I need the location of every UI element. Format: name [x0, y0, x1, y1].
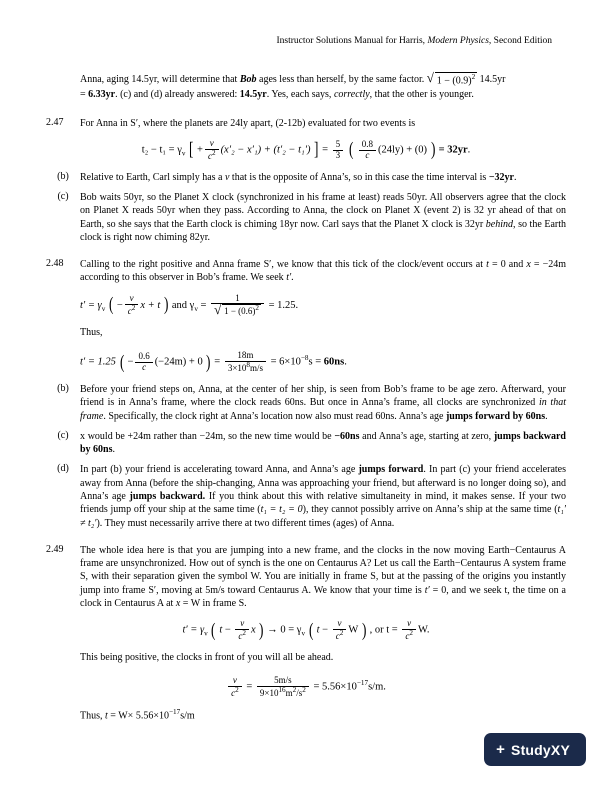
- eq248b-frac2-bot: 3×10: [227, 363, 247, 374]
- p249-tprime: t′: [424, 584, 430, 596]
- eq247-frac1-top: v: [209, 138, 214, 149]
- eq247-frac1-bot-exp: 2: [211, 148, 216, 157]
- part248-d-bold2: jumps backward.: [129, 490, 206, 502]
- intro-633yr: 6.33yr: [88, 88, 116, 100]
- eq249-lhs: t′ = γ: [182, 624, 205, 636]
- eq247-bracket-open: [: [189, 139, 194, 161]
- eq248b-eq1: =: [214, 357, 223, 369]
- part248-d-d: ), they cannot possibly arrive on Anna’s ship at the same time (: [302, 504, 558, 516]
- eq249-lhs-sub: v: [204, 630, 208, 639]
- eq248-frac1-top: v: [129, 293, 134, 304]
- eq248-sqrt: [214, 304, 261, 317]
- eq249b-frac2: [257, 676, 309, 698]
- eq248b-frac2: [225, 351, 266, 373]
- part248-d-text: [80, 463, 566, 529]
- eq247-frac2-top: 5: [333, 140, 344, 151]
- eq249-paren-open: (: [211, 619, 216, 641]
- eq249-arrow: → 0 = γ: [267, 624, 302, 636]
- eq248b-paren-close: ): [206, 351, 211, 373]
- part248-label-d: (d): [57, 463, 69, 475]
- p248-d: .: [291, 272, 294, 284]
- eq247-period: .: [467, 144, 471, 156]
- intro-line1-a: Anna, aging 14.5yr, will determine that: [80, 74, 240, 86]
- part-label-c: (c): [57, 190, 69, 202]
- part248-d-b: . In part (c) your friend accelerates away from Anna (before the ship-changing, Anna was approaching your friend, but afterward is no longer doing so), and Anna’s age: [80, 464, 566, 502]
- eq248-body: x + t: [140, 299, 161, 311]
- part248-c-bold1: −60ns: [334, 430, 360, 442]
- eq247-frac1: [205, 139, 219, 161]
- eq248-lhs-sub: v: [101, 304, 106, 313]
- studyxy-watermark: [484, 733, 586, 766]
- eq248-sqrt-sign: √: [214, 302, 222, 318]
- eq248b-body: (−24m) + 0: [154, 357, 203, 369]
- eq247-lhs-sub: v: [181, 149, 186, 158]
- problem-247-part-b: [46, 171, 566, 184]
- eq249b-frac2-bot: 9×10: [259, 687, 279, 698]
- eq249b-frac1-exp: 2: [235, 685, 239, 694]
- eq248-paren-open: (: [108, 294, 114, 316]
- eq248b-exp: −8: [300, 354, 309, 363]
- eq248-gamma-sub: v: [194, 304, 198, 313]
- eq249-frac3-exp: 2: [409, 629, 413, 638]
- intro-line2-c: . Yes, each says,: [266, 88, 334, 100]
- eq247-frac3-top: 0.8: [359, 140, 376, 151]
- part-b-c: .: [513, 171, 517, 183]
- part-b-text: [80, 171, 566, 184]
- problem-247-number: 2.47: [46, 116, 64, 128]
- problem-247: [46, 117, 566, 130]
- p248-c: = −24m according to this observer in Bob’s frame. We seek: [80, 259, 567, 284]
- eq248-bigfrac-top: 1: [211, 294, 264, 305]
- intro-line2-a: =: [80, 88, 89, 100]
- part248-c-text: [80, 430, 566, 457]
- equation-247: $t_2 - t_1 = \gamma_v$ [ + $\frac{v}{c^2}$ (x′₂ − x′₁) + (t′₂ − t₁′) ] = $\frac{5}{3}$ ( $\frac{0.8}{c}$ (24ly) + (0) ) = 32yr.: [141, 138, 471, 161]
- eq249-tail: , or t =: [369, 624, 401, 636]
- eq248b-lhs: t′ = 1.25: [80, 357, 116, 369]
- problem-248-part-b: [46, 383, 566, 423]
- eq247-frac1-bot: c: [207, 150, 212, 161]
- part248-d-math2: t₁′ ≠ t₂′: [80, 504, 566, 529]
- problem-248-part-d: [46, 463, 566, 529]
- eq249b-frac2-tail2-exp: 2: [302, 685, 306, 694]
- eq249-frac3-bot: c: [405, 631, 410, 642]
- intro-line1-c: 14.5yr: [477, 74, 506, 86]
- eq247-result: = 32yr: [438, 144, 468, 156]
- part248-d-e: ). They must necessarily arrive there at two different times (ages) of Anna.: [96, 517, 395, 529]
- final-line-block: [46, 708, 566, 723]
- part-c-text: [80, 191, 566, 244]
- header-suffix: , Second Edition: [488, 36, 552, 46]
- eq249-paren-close: ): [259, 619, 264, 641]
- p249-a: The whole idea here is that you are jumping into a new frame, and the clocks in the now moving Earth−Centaurus A frame are unsynchronized. How out of synch is the one on Centaurus A? Let us call the Earth−Centaurus A system frame S, with their separation given the symbol W. You are initially in frame S, but at the passing of the origins you instantly jump into frame S′, moving at 5m/s toward Centaurus A. We know that your time is: [80, 544, 566, 596]
- intro-bob: Bob: [239, 74, 257, 86]
- p249-c: = W in frame S.: [180, 598, 247, 610]
- eq247-rhs-body: (24ly) + (0): [377, 144, 428, 156]
- eq248b-frac1: [135, 352, 152, 372]
- part248-b-bold: jumps forward by 60ns: [445, 410, 546, 422]
- eq248b-frac2-exp: 8: [246, 361, 250, 370]
- p249-b: = 0, and we seek t, the time on a clock in Centaurus A at: [80, 584, 566, 610]
- eq249-paren2-open: (: [308, 619, 314, 641]
- eq248-and: and: [171, 299, 190, 311]
- intro-145yr: 14.5yr: [239, 88, 267, 100]
- eq249b-frac2-exp: 16: [278, 685, 286, 694]
- eq248-lhs: t′ = γ: [80, 299, 102, 311]
- part248-b-italic: in that frame: [80, 397, 566, 422]
- part248-c-b: and Anna’s age, starting at zero,: [359, 430, 494, 442]
- problem-247-part-c: [46, 191, 566, 244]
- eq247-frac3-bot: c: [365, 149, 370, 160]
- part248-label-c: (c): [57, 429, 69, 441]
- part-b-b: that is the opposite of Anna’s, so in this case the time interval is: [229, 171, 489, 183]
- after-249-block: [46, 651, 566, 664]
- part248-d-bold1: jumps forward: [358, 464, 424, 476]
- intro-block: [46, 72, 566, 101]
- final-b: = W× 5.56×10: [107, 709, 169, 721]
- eq249-paren2-close: ): [361, 619, 367, 641]
- eq249-tail-end: W.: [417, 624, 430, 636]
- part248-d-c: If you think about this with relative simultaneity in mind, it makes sense. If your two friends jump off your ship at the same time (: [80, 490, 566, 516]
- thus-block-248: [46, 326, 566, 339]
- eq248b-unit: s =: [308, 357, 324, 369]
- eq249-frac1-top: v: [240, 618, 245, 629]
- part248-c-a: x would be +24m rather than −24m, so the new time would be: [80, 430, 335, 442]
- eq248-paren-close: ): [163, 294, 169, 316]
- part-c-a: Bob waits 50yr, so the Planet X clock (synchronized in his frame at least) reads 50yr. All observers agree that the clock on Planet X reads 50yr when they pass. According to Anna, the clock on Planet X (event 2) is 32 yr ahead of that on Earth, so she says that the Earth clock is chiming 18yr now. Carl says that the Planet X clock is 32yr: [80, 191, 566, 230]
- eq249-arrow-sub: v: [301, 630, 306, 639]
- eq249-frac2: $\frac{v}{c^2}$: [333, 619, 347, 641]
- eq247-frac3: [359, 140, 376, 160]
- part-c-behind: behind: [485, 218, 513, 230]
- eq247-body: (x′₂ − x′₁) + (t′₂ − t₁′): [220, 144, 311, 156]
- eq249b-frac2-tail: m: [285, 687, 293, 698]
- eq248b-frac2-top: 18m: [225, 351, 266, 362]
- p248-b: = 0 and: [488, 259, 527, 271]
- part248-c-c: .: [112, 444, 116, 456]
- part-c-b: , so the Earth clock is right now chiming 82yr.: [80, 218, 566, 243]
- intro-correctly: correctly: [333, 88, 370, 100]
- eq249b-frac2-tail2: /s: [296, 687, 303, 698]
- part248-b-c: .: [545, 410, 548, 422]
- final-exp: −17: [168, 707, 181, 716]
- eq249b-frac1-bot: c: [231, 687, 236, 698]
- intro-text: [80, 72, 566, 101]
- sqrt-expression: [427, 72, 477, 88]
- eq248-gamma: γ: [189, 299, 195, 311]
- part-label-b: (b): [57, 170, 69, 182]
- eq248-frac1: [125, 294, 139, 316]
- eq249b-exp: −17: [356, 679, 369, 688]
- eq247-paren-open: (: [348, 139, 354, 161]
- p248-t: t: [486, 259, 489, 271]
- eq248-eq: =: [197, 299, 210, 311]
- part248-b-text: [80, 383, 566, 423]
- watermark-label: StudyXY: [511, 741, 570, 758]
- part248-d-math1: t₁ = t₂ = 0: [260, 504, 303, 516]
- eq247-lhs: t₂ − t₁ = γ: [141, 144, 182, 156]
- eq249b-unit: s/m.: [368, 681, 386, 693]
- part248-b-b: . Specifically, the clock right at Anna’s location now also must read 60ns. Anna’s age: [103, 410, 446, 422]
- eq248-bigfrac: [211, 294, 264, 317]
- eq249b-frac2-tail-exp: 2: [292, 685, 297, 694]
- part248-d-a: In part (b) your friend is accelerating toward Anna, and Anna’s age: [80, 464, 359, 476]
- eq248-sqrt-radicand: 1 − (0.6): [224, 306, 256, 317]
- after-249-text: This being positive, the clocks in front of you will all be ahead.: [80, 651, 334, 663]
- problem-248: [46, 258, 566, 285]
- problem-249-number: 2.49: [46, 543, 64, 555]
- problem-249-text: [80, 544, 566, 610]
- eq248b-frac2-tail: m/s: [250, 363, 264, 374]
- eq248-result: = 1.25.: [266, 299, 299, 311]
- p248-tprime: t′: [286, 272, 292, 284]
- header-book-title: Modern Physics: [427, 36, 489, 46]
- eq248b-period: .: [344, 357, 347, 369]
- equation-248-b: t′ = 1.25 ( − $\frac{0.6}{c}$ (−24m) + 0 ) = $\frac{18m}{3\times 10^8m/s}$ = $6\times 10^{-8}s = 60ns$.: [80, 350, 347, 374]
- eq249b-eq2: = 5.56×10: [310, 681, 357, 693]
- eq249-frac3-top: v: [407, 618, 412, 629]
- problem-248-number: 2.48: [46, 258, 64, 270]
- eq248b-result: 60ns: [323, 357, 345, 369]
- part248-b-a: Before your friend steps on, Anna, at the center of her ship, is seen from Bob’s frame to be age zero. Afterward, your friend is in Anna’s frame, where the clock reads 60ns. But once in Anna’s frame, all clocks are synchronized: [80, 383, 566, 409]
- part-b-a: Relative to Earth, Carl simply has a: [80, 171, 225, 183]
- eq248b-eq2: = 6×10: [268, 357, 301, 369]
- p248-a: Calling to the right positive and Anna frame S′, we know that this tick of the clock/event occurs at: [80, 259, 487, 271]
- sqrt-radicand: 1 − (0.9): [436, 75, 472, 87]
- eq247-frac2-bot: 3: [335, 149, 341, 160]
- eq248-frac1-exp: 2: [131, 303, 136, 312]
- sqrt-exponent: 2: [471, 73, 476, 81]
- intro-line2-b: . (c) and (d) already answered:: [115, 88, 240, 100]
- eq247-paren-close: ): [430, 139, 436, 161]
- p249-x: x: [175, 598, 181, 610]
- eq249-frac1-exp: 2: [242, 629, 247, 638]
- part-b-v: v: [224, 171, 230, 183]
- equation-249: $t' = \gamma_v$ ( t − $\frac{v}{c^2}$ x ) → $0 = \gamma_v$ ( t − $\frac{v}{c^2}$ W ) , or t = $\frac{v}{c^2}$ W.: [182, 618, 430, 642]
- p248-x: x: [526, 259, 531, 271]
- eq249b-eq1: =: [243, 681, 255, 693]
- page-header: [46, 36, 566, 46]
- final-c: s/m: [180, 709, 195, 721]
- eq248b-paren-open: (: [119, 351, 124, 373]
- problem-247-text: For Anna in S′, where the planets are 24ly apart, (2-12b) evaluated for two events is: [80, 117, 416, 129]
- eq247-bracket-close: ]: [314, 139, 319, 161]
- final-a: Thus,: [80, 709, 105, 721]
- thus-label-248: Thus,: [80, 327, 103, 339]
- problem-249: [46, 544, 566, 610]
- eq249-frac1-bot: c: [238, 631, 243, 642]
- eq249-frac1: [235, 619, 249, 641]
- plus-icon: +: [496, 741, 506, 758]
- eq247-frac2: [333, 140, 344, 160]
- eq248-sqrt-exp: 2: [255, 304, 259, 313]
- eq249b-frac2-top: 5m/s: [257, 676, 309, 687]
- header-prefix: Instructor Solutions Manual for Harris,: [276, 36, 428, 46]
- part-b-bold: −32yr: [488, 171, 514, 183]
- final-line-text: [80, 708, 566, 723]
- eq248b-frac1-top: 0.6: [135, 352, 152, 363]
- problem-248-part-c: [46, 430, 566, 457]
- intro-line1-b: ages less than herself, by the same factor.: [256, 74, 427, 86]
- eq249b-frac1: [228, 676, 242, 698]
- eq248b-frac1-bot: c: [142, 362, 147, 373]
- sqrt-sign: √: [426, 70, 434, 85]
- equation-248: $t' = \gamma_v$ ( − $\frac{v}{c^2}$ x + t ) and $\gamma_v$ = 1 √ $1 - (0.6)^2$ = 1.25.: [80, 292, 299, 318]
- equation-249-b: [46, 676, 566, 698]
- eq249-frac3: [402, 619, 416, 641]
- eq249b-frac1-top: v: [232, 675, 237, 686]
- part248-label-b: (b): [57, 382, 69, 394]
- problem-248-text: [80, 258, 566, 285]
- eq248-frac1-bot: c: [127, 305, 132, 316]
- part248-c-bold2: jumps backward by 60ns: [80, 430, 566, 456]
- intro-line2-d: , that the other is younger.: [369, 88, 474, 100]
- final-t: t: [105, 709, 108, 721]
